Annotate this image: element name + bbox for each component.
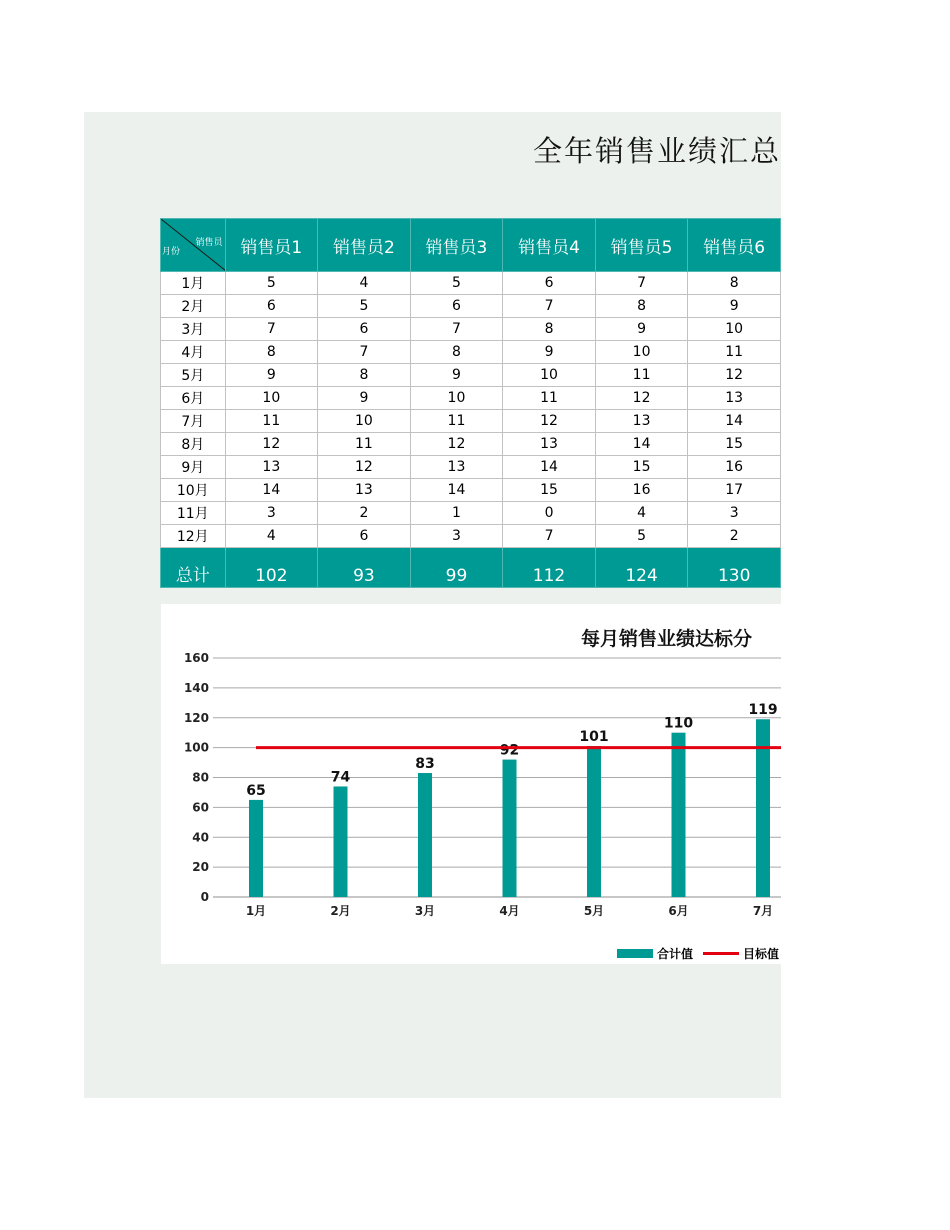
bar-data-label: 119	[748, 702, 778, 719]
table-row	[161, 410, 781, 433]
value-cell: 0	[503, 502, 596, 525]
y-tick-label: 100	[183, 740, 209, 755]
value-cell: 7	[318, 341, 411, 364]
value-cell: 8	[688, 272, 781, 295]
value-cell: 9	[688, 295, 781, 318]
bar-data-label: 101	[579, 729, 609, 746]
value-cell: 11	[688, 341, 781, 364]
value-cell: 11	[225, 410, 318, 433]
corner-header-cell	[161, 219, 226, 272]
value-cell: 12	[503, 410, 596, 433]
value-cell: 13	[503, 433, 596, 456]
column-header-3: 销售员3	[410, 219, 503, 272]
y-tick-label: 60	[192, 800, 209, 815]
value-cell: 14	[595, 433, 688, 456]
value-cell: 14	[503, 456, 596, 479]
bar	[503, 760, 517, 897]
value-cell: 7	[595, 272, 688, 295]
total-cell-5: 124	[595, 548, 688, 588]
bar	[334, 786, 348, 897]
y-tick-label: 40	[192, 830, 209, 845]
chart-legend	[617, 945, 779, 962]
sales-table	[160, 218, 781, 588]
value-cell: 12	[595, 387, 688, 410]
chart-panel	[161, 604, 781, 964]
value-cell: 10	[225, 387, 318, 410]
value-cell: 9	[503, 341, 596, 364]
bar	[418, 773, 432, 897]
value-cell: 10	[503, 364, 596, 387]
value-cell: 6	[225, 295, 318, 318]
value-cell: 5	[595, 525, 688, 548]
value-cell: 10	[318, 410, 411, 433]
value-cell: 12	[688, 364, 781, 387]
corner-month-label: 月份	[162, 247, 181, 257]
month-cell: 3月	[161, 318, 226, 341]
value-cell: 16	[595, 479, 688, 502]
value-cell: 3	[225, 502, 318, 525]
y-tick-label: 80	[192, 770, 209, 785]
table-row	[161, 479, 781, 502]
table-row	[161, 272, 781, 295]
value-cell: 6	[410, 295, 503, 318]
value-cell: 13	[318, 479, 411, 502]
sheet-area	[84, 112, 781, 1098]
value-cell: 16	[688, 456, 781, 479]
corner-salesperson-label: 销售员	[195, 238, 223, 248]
table-row	[161, 433, 781, 456]
month-cell: 4月	[161, 341, 226, 364]
x-tick-label: 3月	[414, 904, 436, 918]
value-cell: 7	[410, 318, 503, 341]
legend-bar-swatch	[617, 949, 653, 958]
legend-line-label: 目标值	[743, 947, 780, 961]
value-cell: 2	[318, 502, 411, 525]
bar-data-label: 83	[415, 756, 435, 773]
total-cell-4: 112	[503, 548, 596, 588]
y-tick-label: 20	[192, 860, 209, 875]
value-cell: 14	[410, 479, 503, 502]
value-cell: 4	[318, 272, 411, 295]
month-cell: 1月	[161, 272, 226, 295]
x-tick-label: 2月	[330, 904, 351, 918]
legend-bar-label: 合计值	[657, 947, 694, 961]
month-cell: 12月	[161, 525, 226, 548]
x-tick-label: 1月	[245, 904, 267, 918]
table-row	[161, 525, 781, 548]
value-cell: 13	[410, 456, 503, 479]
column-header-1: 销售员1	[225, 219, 318, 272]
bar	[672, 733, 686, 897]
month-cell: 9月	[161, 456, 226, 479]
value-cell: 15	[595, 456, 688, 479]
bar-data-label: 92	[499, 742, 520, 759]
value-cell: 9	[595, 318, 688, 341]
value-cell: 11	[503, 387, 596, 410]
table-row	[161, 364, 781, 387]
month-cell: 10月	[161, 479, 226, 502]
sheet-title: 全年销售业绩汇总	[533, 134, 781, 168]
value-cell: 3	[410, 525, 503, 548]
x-tick-label: 5月	[583, 904, 605, 918]
value-cell: 3	[688, 502, 781, 525]
value-cell: 2	[688, 525, 781, 548]
table-row	[161, 295, 781, 318]
bar	[249, 800, 263, 897]
table-row	[161, 456, 781, 479]
table-row	[161, 387, 781, 410]
value-cell: 15	[688, 433, 781, 456]
value-cell: 4	[595, 502, 688, 525]
value-cell: 8	[503, 318, 596, 341]
bar-data-label: 110	[663, 715, 694, 732]
total-label-cell: 总计	[161, 548, 226, 588]
table-row	[161, 318, 781, 341]
value-cell: 7	[225, 318, 318, 341]
month-cell: 11月	[161, 502, 226, 525]
value-cell: 8	[410, 341, 503, 364]
total-cell-1: 102	[225, 548, 318, 588]
value-cell: 11	[410, 410, 503, 433]
value-cell: 8	[225, 341, 318, 364]
value-cell: 13	[688, 387, 781, 410]
column-header-6: 销售员6	[688, 219, 781, 272]
value-cell: 12	[318, 456, 411, 479]
header-row	[161, 219, 781, 272]
value-cell: 9	[410, 364, 503, 387]
total-cell-2: 93	[318, 548, 411, 588]
table-row	[161, 341, 781, 364]
month-cell: 5月	[161, 364, 226, 387]
y-tick-label: 0	[200, 890, 209, 904]
value-cell: 17	[688, 479, 781, 502]
total-cell-6: 130	[688, 548, 781, 588]
value-cell: 9	[318, 387, 411, 410]
value-cell: 13	[225, 456, 318, 479]
value-cell: 11	[595, 364, 688, 387]
y-tick-label: 160	[183, 651, 209, 665]
value-cell: 5	[318, 295, 411, 318]
column-header-2: 销售员2	[318, 219, 411, 272]
value-cell: 4	[225, 525, 318, 548]
value-cell: 8	[595, 295, 688, 318]
legend-line-swatch	[703, 952, 739, 955]
x-tick-label: 7月	[752, 904, 774, 918]
bar-chart	[161, 604, 781, 964]
y-tick-label: 120	[183, 710, 209, 725]
value-cell: 12	[410, 433, 503, 456]
value-cell: 7	[503, 525, 596, 548]
value-cell: 10	[595, 341, 688, 364]
month-cell: 7月	[161, 410, 226, 433]
value-cell: 6	[318, 318, 411, 341]
value-cell: 9	[225, 364, 318, 387]
value-cell: 11	[318, 433, 411, 456]
month-cell: 6月	[161, 387, 226, 410]
value-cell: 5	[410, 272, 503, 295]
bar	[756, 719, 770, 897]
value-cell: 7	[503, 295, 596, 318]
chart-title: 每月销售业绩达标分	[581, 628, 753, 650]
value-cell: 10	[410, 387, 503, 410]
value-cell: 6	[503, 272, 596, 295]
value-cell: 15	[503, 479, 596, 502]
total-cell-3: 99	[410, 548, 503, 588]
month-cell: 8月	[161, 433, 226, 456]
value-cell: 13	[595, 410, 688, 433]
x-tick-label: 6月	[668, 904, 689, 918]
value-cell: 14	[225, 479, 318, 502]
x-tick-label: 4月	[499, 904, 520, 918]
value-cell: 1	[410, 502, 503, 525]
value-cell: 10	[688, 318, 781, 341]
column-header-5: 销售员5	[595, 219, 688, 272]
table-row	[161, 502, 781, 525]
column-header-4: 销售员4	[503, 219, 596, 272]
value-cell: 14	[688, 410, 781, 433]
bar-data-label: 74	[330, 769, 351, 786]
value-cell: 8	[318, 364, 411, 387]
bar	[587, 746, 601, 897]
bar-data-label: 65	[246, 782, 266, 799]
value-cell: 5	[225, 272, 318, 295]
value-cell: 6	[318, 525, 411, 548]
month-cell: 2月	[161, 295, 226, 318]
total-row	[161, 548, 781, 588]
y-tick-label: 140	[183, 680, 209, 695]
value-cell: 12	[225, 433, 318, 456]
